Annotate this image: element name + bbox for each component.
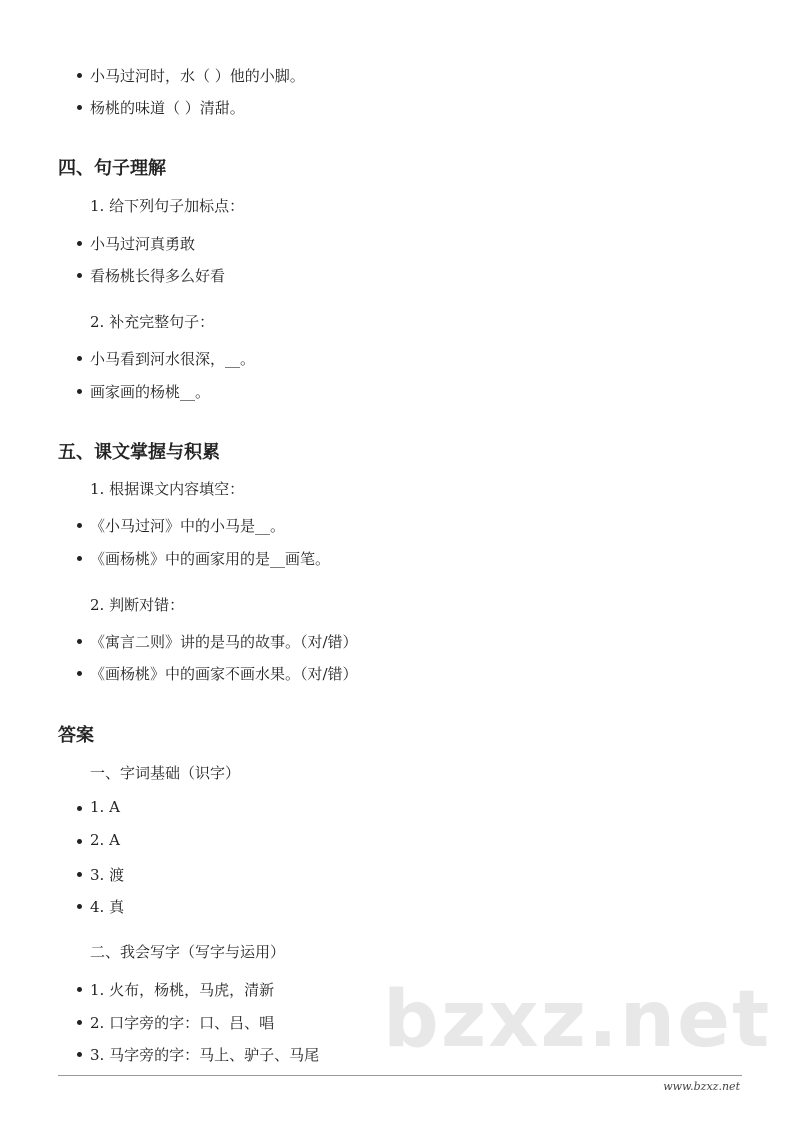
list-item: 1. 火布，杨桃，马虎，清新 [90, 981, 275, 999]
list-item: 2. A [90, 831, 120, 849]
answer-part-label: 二、我会写字（写字与运用） [90, 943, 286, 961]
footer-url: www.bzxz.net [663, 1080, 740, 1093]
list-item: 《寓言二则》讲的是马的故事。（对/错） [90, 633, 358, 651]
list-item: 3. 马字旁的字：马上、驴子、马尾 [90, 1046, 320, 1064]
list-item: 画家画的杨桃__。 [90, 383, 211, 401]
list-item: 1. A [90, 798, 120, 816]
question-label: 1. 根据课文内容填空： [90, 480, 245, 498]
list-item: 《画杨桃》中的画家不画水果。（对/错） [90, 665, 358, 683]
question-label: 2. 补充完整句子： [90, 313, 215, 331]
list-item: 3. 渡 [90, 866, 125, 884]
list-item: 小马过河真勇敢 [90, 235, 196, 253]
list-item: 4. 真 [90, 898, 125, 916]
list-item: 小马过河时，水（ ）他的小脚。 [90, 67, 305, 85]
list-item: 杨桃的味道（ ）清甜。 [90, 99, 245, 117]
list-item: 《画杨桃》中的画家用的是__画笔。 [90, 550, 331, 568]
list-item: 看杨桃长得多么好看 [90, 267, 226, 285]
section-heading: 四、句子理解 [58, 158, 166, 179]
list-item: 《小马过河》中的小马是__。 [90, 517, 286, 535]
watermark-logo: bzxz.net [383, 975, 772, 1065]
section-heading: 五、课文掌握与积累 [58, 442, 220, 463]
question-label: 2. 判断对错： [90, 596, 185, 614]
list-item: 2. 口字旁的字：口、吕、唱 [90, 1014, 275, 1032]
list-item: 小马看到河水很深，__。 [90, 350, 256, 368]
answer-part-label: 一、字词基础（识字） [90, 764, 241, 782]
section-heading: 答案 [58, 725, 94, 746]
question-label: 1. 给下列句子加标点： [90, 197, 245, 215]
footer-divider [58, 1075, 742, 1076]
